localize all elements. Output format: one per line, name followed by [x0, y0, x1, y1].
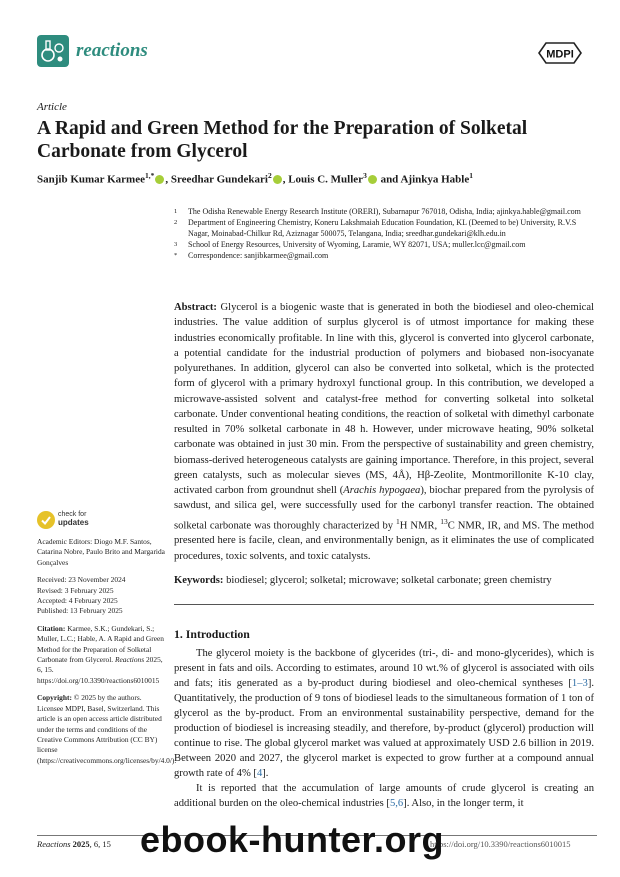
- author-affil: 1: [469, 171, 473, 180]
- paragraph: [174, 646, 594, 781]
- check-updates-icon[interactable]: [37, 511, 55, 529]
- academic-editors: Academic Editors: Diogo M.F. Santos, Catarina Nobre, Paulo Brito and Margarida Gonçalves: [37, 537, 165, 567]
- orcid-icon[interactable]: [155, 175, 164, 184]
- correspondence-text: Correspondence: sanjibkarmee@gmail.com: [188, 251, 329, 261]
- keywords-label: Keywords:: [174, 575, 224, 586]
- section-heading: 1. Introduction: [174, 627, 250, 641]
- paragraph-text: ].: [262, 768, 269, 780]
- abstract-text: C NMR, IR, and MS. The method presented here is facile, clean, and environmentally benign, as it eliminates the use of complicated procedures, toxic solvents, and toxic catalysts.: [174, 520, 594, 562]
- footer-doi-link[interactable]: https://doi.org/10.3390/reactions6010015: [430, 839, 571, 849]
- mdpi-logo-icon: [538, 42, 582, 64]
- author-name[interactable]: Sreedhar Gundekari: [170, 173, 268, 186]
- keywords: [174, 573, 594, 588]
- paragraph-text: ]. Also, in the longer term, it: [403, 798, 524, 810]
- check-updates-line1: check for: [58, 511, 87, 518]
- citation-journal: Reactions: [114, 655, 145, 665]
- affiliation-text: The Odisha Renewable Energy Research Institute (ORERI), Subarnapur 767018, Odisha, India; ajinkya.hable@gmail.com: [188, 207, 581, 216]
- abstract-italic: Arachis hypogaea: [343, 485, 421, 496]
- check-updates-line2: updates: [58, 518, 89, 527]
- footer-journal: Reactions: [37, 839, 71, 849]
- author-name[interactable]: Louis C. Muller: [288, 173, 364, 186]
- footer-year: 2025: [72, 839, 90, 849]
- affiliation-mark: 3: [174, 241, 178, 249]
- citation-text: Karmee, S.K.; Gundekari, S.; Muller, L.C.; Hable, A. A Rapid and Green Method for the Preparation of Solketal Carbonate from Glycerol.: [37, 623, 164, 665]
- paper-title: A Rapid and Green Method for the Preparation of Solketal Carbonate from Glycerol: [37, 118, 528, 162]
- abstract-text: ), biochar prepared from the pyrolysis of sawdust, and silica gel, were successfully used for the carbonyl transfer reaction. The obtained solketal carbonate was thoroughly characterized by: [174, 485, 594, 532]
- abstract-text: Glycerol is a biogenic waste that is generated in both the biodiesel and oleo-chemical industries. The value addition of surplus glycerol is of utmost importance for making these industries economically profitable. In line with this, glycerol is converted into glycerol carbonate, a potential candidate for the industrial production of polymers and biobased non-isocyanate polyurethanes. In addition, glycerol can also be converted into solketal, which is the protected form of glycerol with a primary hydroxyl functional group. In this contribution, we developed a microwave-assisted solvent and catalyst-free method for converting solketal into solketal carbonate. Under conventional heating conditions, the reaction of solketal with dimethyl carbonate resulted in 70% solketal carbonate in 48 h. However, under microwave heating, 90% solketal carbonate was obtained in just 30 min. From the perspective of sustainability and green chemistry, biomass-derived heterogeneous catalysts are gaining importance. Therefore, in this project, several green catalysts, such as molecular sieves (MS, 4Å), Hβ-Zeolite, Montmorillonite K-10 clay, activated carbon from groundnut shell (: [174, 302, 594, 496]
- affiliation-item: [174, 251, 594, 262]
- affiliation-text: Department of Engineering Chemistry, Koneru Lakshmaiah Education Foundation, KL (Deemed to be) University, R.V.S Nagar, Moinabad-Chilkur Rd, Aziznagar 500075, Telangana, India; sreedhar.gundekari@klh.edu.in: [188, 218, 577, 238]
- citation-link[interactable]: 1–3: [571, 678, 588, 690]
- journal-name: reactions: [76, 40, 148, 61]
- paragraph-text: ]. Quantitatively, the production of 9 tons of biodiesel leads to the simultaneous formation of 1 ton of glycerol as the by-product. From an environmental sustainability perspective, demand for the production of biodiesel is increasing steadily, and therefore, by-product (glycerol) production will continue to rise. The global glycerol market was valued at approximately USD 2.6 billion in 2019. Between 2020 and 2027, the glycerol market is expected to grow further at a compound annual growth rate of 4% [: [174, 678, 594, 780]
- abstract-text: H NMR,: [399, 520, 441, 532]
- paragraph-text: The glycerol moiety is the backbone of glycerides (tri-, di- and mono-glycerides), which is present in fats and oils. According to estimates, around 10 wt.% of glycerol is associated with oils and fats; itis generated as a by-product during biodiesel and oleo-chemical syntheses [: [174, 648, 594, 690]
- date-accepted: Accepted: 4 February 2025: [37, 596, 118, 606]
- citation-link[interactable]: 4: [256, 768, 263, 780]
- paragraph: [174, 781, 594, 811]
- author-affil: 1,*: [144, 171, 155, 180]
- orcid-icon[interactable]: [273, 175, 282, 184]
- citation-label: Citation:: [37, 623, 66, 633]
- abstract-sup: 1: [396, 516, 400, 526]
- author-name[interactable]: Sanjib Kumar Karmee: [37, 173, 145, 186]
- copyright-block: [37, 693, 177, 766]
- paragraph-text: It is reported that the accumulation of large amounts of crude glycerol is creating an additional burden on the oleo-chemical industries [: [174, 783, 594, 810]
- affiliation-item: [174, 207, 594, 218]
- article-sidebar: [37, 537, 177, 773]
- footer-citation: [37, 839, 111, 849]
- date-received: Received: 23 November 2024: [37, 575, 126, 585]
- affiliation-mark: 1: [174, 208, 178, 215]
- citation-link[interactable]: 5,6: [389, 798, 404, 810]
- watermark-text: ebook-hunter.org: [140, 819, 444, 860]
- date-revised: Revised: 3 February 2025: [37, 585, 114, 595]
- citation-block: [37, 624, 165, 686]
- keywords-text: biodiesel; glycerol; solketal; microwave; solketal carbonate; green chemistry: [223, 575, 552, 586]
- dates: [37, 575, 165, 617]
- orcid-icon[interactable]: [368, 175, 377, 184]
- authors-and: and: [380, 173, 399, 186]
- abstract: [174, 300, 594, 564]
- mdpi-logo-text: MDPI: [546, 48, 574, 61]
- author-affil: 3: [363, 171, 367, 180]
- abstract-label: Abstract:: [174, 302, 217, 313]
- citation-doi[interactable]: 2025, 6, 15. https://doi.org/10.3390/reactions6010015: [37, 655, 163, 685]
- copyright-text: © 2025 by the authors. Licensee MDPI, Basel, Switzerland. This article is an open access article distributed under the terms and conditions of the Creative Commons Attribution (CC BY) license (https://creativecommons.org/licenses/by/4.0/).: [37, 693, 177, 765]
- affiliations: [174, 207, 594, 263]
- journal-logo-icon: [37, 35, 69, 67]
- affiliation-mark: *: [174, 252, 178, 260]
- author-name[interactable]: Ajinkya Hable: [400, 173, 470, 186]
- author-affil: 2: [267, 171, 272, 180]
- affiliation-item: [174, 240, 594, 251]
- abstract-sup: 13: [440, 516, 448, 526]
- article-type: Article: [37, 101, 67, 113]
- check-updates-button[interactable]: [58, 511, 89, 527]
- footer-volume: , 6, 15: [89, 839, 111, 849]
- affiliation-item: [174, 218, 594, 239]
- section-divider: [174, 604, 594, 605]
- affiliation-mark: 2: [174, 219, 178, 227]
- copyright-label: Copyright:: [37, 693, 72, 703]
- intro-body: [174, 646, 594, 812]
- author-list: Sanjib Kumar Karmee$^{1,*}$ , Sreedhar Gundekari$^2$ , Louis C. Muller$^3$ and Ajinkya Hable$^1$: [37, 171, 473, 186]
- affiliation-text: School of Energy Resources, University of Wyoming, Laramie, WY 82071, USA; muller.lcc@gmail.com: [188, 240, 526, 250]
- date-published: Published: 13 February 2025: [37, 606, 123, 616]
